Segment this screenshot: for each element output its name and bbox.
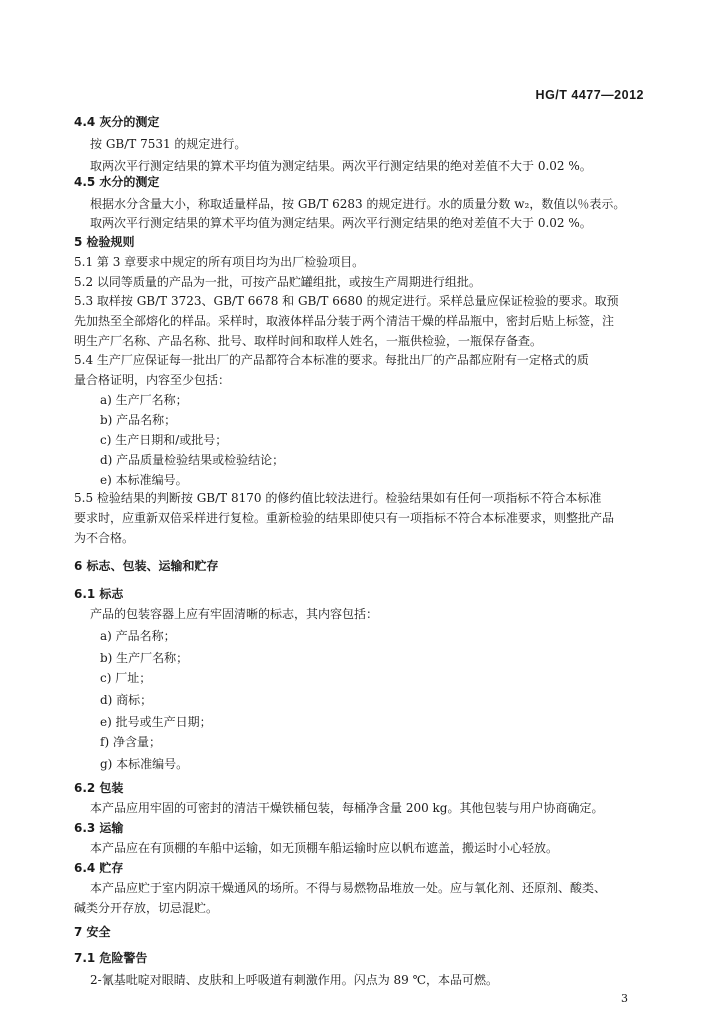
section-5-5-text: 5.5 检验结果的判断按 GB/T 8170 的修约值比较法进行。检验结果如有任何一项指标不符合本标准 — [74, 491, 602, 505]
list-item: d) 产品质量检验结果或检验结论； — [100, 453, 285, 467]
section-6-4-heading: 6.4 贮存 — [74, 861, 124, 875]
section-5-3-text: 明生产厂名称、产品名称、批号、取样时间和取样人姓名，一瓶供检验，一瓶保存备查。 — [74, 334, 543, 348]
section-6-4-text: 碱类分开存放，切忌混贮。 — [74, 901, 219, 915]
section-5-1-text: 5.1 第 3 章要求中规定的所有项目均为出厂检验项目。 — [74, 255, 365, 269]
section-6-2-text: 本产品应用牢固的可密封的清洁干燥铁桶包装，每桶净含量 200 kg。其他包装与用户协商确定。 — [90, 801, 604, 815]
section-6-heading: 6 标志、包装、运输和贮存 — [74, 559, 219, 573]
section-6-3-heading: 6.3 运输 — [74, 821, 124, 835]
section-5-5-text: 要求时，应重新双倍采样进行复检。重新检验的结果即使只有一项指标不符合本标准要求，则整批产品 — [74, 511, 615, 525]
list-item: d) 商标； — [100, 693, 153, 707]
section-4-4-heading: 4.4 灰分的测定 — [74, 115, 160, 129]
section-4-4-text: 按 GB/T 7531 的规定进行。 — [90, 137, 247, 151]
list-item: f) 净含量； — [100, 735, 161, 749]
list-item: g) 本标准编号。 — [100, 757, 189, 771]
list-item: c) 生产日期和/或批号； — [100, 433, 228, 447]
section-6-3-text: 本产品应在有顶棚的车船中运输，如无顶棚车船运输时应以帆布遮盖，搬运时小心轻放。 — [90, 841, 559, 855]
section-6-4-text: 本产品应贮于室内阴凉干燥通风的场所。不得与易燃物品堆放一处。应与氧化剂、还原剂、酸类、 — [90, 881, 607, 895]
section-5-4-text: 量合格证明，内容至少包括： — [74, 373, 231, 387]
section-5-3-text: 先加热至全部熔化的样品。采样时，取液体样品分装于两个清洁干燥的样品瓶中，密封后贴上标签，注 — [74, 314, 615, 328]
section-5-5-text: 为不合格。 — [74, 531, 135, 545]
document-id-header: HG/T 4477—2012 — [535, 88, 644, 102]
list-item: a) 生产厂名称； — [100, 393, 188, 407]
list-item: c) 厂址； — [100, 671, 152, 685]
list-item: a) 产品名称； — [100, 629, 176, 643]
list-item: e) 批号或生产日期； — [100, 715, 212, 729]
section-5-3-text: 5.3 取样按 GB/T 3723、GB/T 6678 和 GB/T 6680 的规定进行。采样总量应保证检验的要求。取预 — [74, 294, 619, 308]
section-7-1-heading: 7.1 危险警告 — [74, 951, 148, 965]
page-number: 3 — [621, 992, 628, 1005]
section-7-heading: 7 安全 — [74, 925, 111, 939]
section-6-1-heading: 6.1 标志 — [74, 587, 124, 601]
list-item: b) 生产厂名称； — [100, 651, 189, 665]
section-4-5-heading: 4.5 水分的测定 — [74, 175, 160, 189]
section-5-4-text: 5.4 生产厂应保证每一批出厂的产品都符合本标准的要求。每批出厂的产品都应附有一定格式的质 — [74, 353, 589, 367]
section-6-2-heading: 6.2 包装 — [74, 781, 124, 795]
section-4-5-text: 根据水分含量大小，称取适量样品，按 GB/T 6283 的规定进行。水的质量分数 w₂，数值以％表示。 — [90, 197, 626, 211]
list-item: e) 本标准编号。 — [100, 473, 188, 487]
section-4-4-text: 取两次平行测定结果的算术平均值为测定结果。两次平行测定结果的绝对差值不大于 0.02 %。 — [90, 159, 592, 173]
section-4-5-text: 取两次平行测定结果的算术平均值为测定结果。两次平行测定结果的绝对差值不大于 0.02 %。 — [90, 216, 592, 230]
section-5-2-text: 5.2 以同等质量的产品为一批，可按产品贮罐组批，或按生产周期进行组批。 — [74, 275, 481, 289]
section-5-heading: 5 检验规则 — [74, 235, 135, 249]
section-7-1-text: 2-氰基吡啶对眼睛、皮肤和上呼吸道有刺激作用。闪点为 89 ℃，本品可燃。 — [90, 973, 499, 987]
list-item: b) 产品名称； — [100, 413, 177, 427]
section-6-1-text: 产品的包装容器上应有牢固清晰的标志，其内容包括： — [90, 607, 379, 621]
